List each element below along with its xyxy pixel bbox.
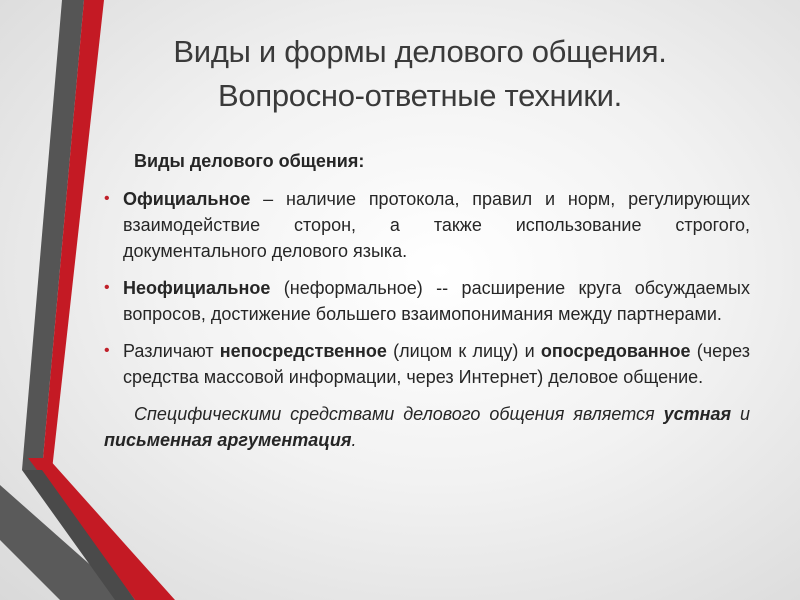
title-line-1: Виды и формы делового общения. [173, 34, 667, 69]
item-text: (лицом к лицу) и [386, 341, 541, 361]
term-direct: непосредственное [219, 341, 387, 361]
bullet-icon: • [104, 342, 110, 359]
subheading: Виды делового общения: [134, 151, 365, 171]
term-unofficial: Неофициальное [123, 278, 271, 298]
item-text: – наличие протокола, правил и норм, регулирующих взаимодействие сторон, а также использование строгого, документального делового языка. [123, 189, 750, 261]
term-official: Официальное [123, 189, 251, 209]
closing-text: . [351, 430, 357, 450]
item-prefix: Различают [123, 341, 220, 361]
item-text: (через средства массовой информации, через Интернет) деловое общение. [123, 341, 750, 387]
closing-text: Специфическими средствами делового общения является [134, 404, 664, 424]
item-text: (неформальное) -- расширение круга обсуждаемых вопросов, достижение большего взаимопонимания между партнерами. [123, 278, 750, 324]
title-line-2: Вопросно-ответные техники. [218, 78, 622, 113]
list-item [104, 186, 750, 264]
list-item [104, 338, 750, 390]
slide-content [104, 148, 750, 453]
closing-bold-written: письменная аргументация [104, 430, 352, 450]
closing-bold-oral: устная [663, 404, 732, 424]
closing-paragraph [104, 401, 750, 453]
page-title [110, 30, 730, 118]
closing-text: и [731, 404, 751, 424]
bullet-list [104, 186, 750, 390]
bullet-icon: • [104, 279, 110, 296]
list-item [104, 275, 750, 327]
term-mediated: опосредованное [540, 341, 691, 361]
bullet-icon: • [104, 190, 110, 207]
